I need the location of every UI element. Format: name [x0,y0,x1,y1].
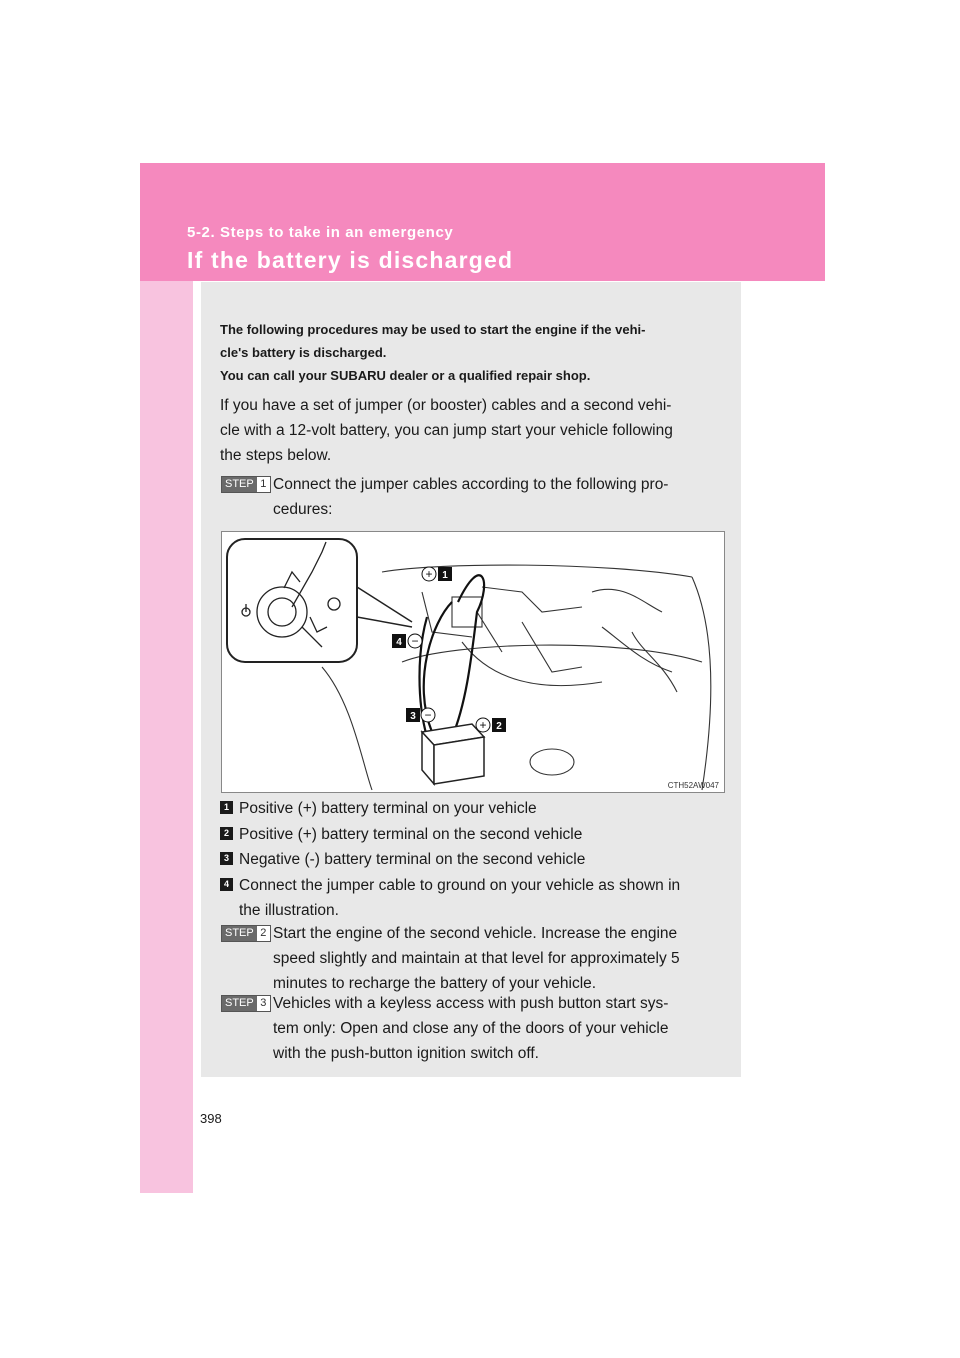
inset-detail [227,539,357,662]
step-text-line: cedures: [273,501,333,518]
callout-4-label: 4 [396,637,402,648]
page-header [140,163,825,281]
inset-pointer [357,587,412,622]
section-label: 5-2. Steps to take in an emergency [187,224,454,241]
legend-number: 4 [220,878,233,891]
step-badge [221,476,271,493]
callout-2 [476,718,506,732]
intro-line: cle's battery is discharged. [220,345,387,360]
step-badge-number: 2 [260,927,267,939]
svg-text:+: + [425,567,433,581]
figure-code: CTH52AW047 [667,781,719,790]
callout-2-label: 2 [496,721,502,732]
callout-1 [422,567,452,581]
callout-1-label: 1 [442,570,448,581]
intro-line: The following procedures may be used to start the engine if the vehi- [220,322,646,337]
svg-text:−: − [424,708,432,722]
callout-4 [392,634,422,648]
step-badge-word: STEP [222,996,257,1011]
svg-text:+: + [479,718,487,732]
svg-text:−: − [411,634,419,648]
legend-text: Positive (+) battery terminal on your vehicle [239,800,537,817]
legend-text: Positive (+) battery terminal on the second vehicle [239,826,583,843]
step-text-line: Connect the jumper cables according to the following pro- [273,476,669,493]
page-number: 398 [200,1111,222,1126]
step-badge-word: STEP [222,477,257,492]
step-badge-word: STEP [222,926,257,941]
paragraph-line: If you have a set of jumper (or booster) cables and a second vehi- [220,397,672,414]
step-badge-number: 3 [260,997,267,1009]
step-text-line: speed slightly and maintain at that level for approximately 5 [273,950,680,967]
step-text-line: Vehicles with a keyless access with push button start sys- [273,995,669,1012]
page-title: If the battery is discharged [187,247,514,273]
second-battery [422,724,484,784]
step-text-line: with the push-button ignition switch off. [273,1045,539,1062]
step-text-line: minutes to recharge the battery of your vehicle. [273,975,597,992]
step-badge-number: 1 [260,478,267,490]
jump-start-illustration [221,531,725,793]
step-text-line: Start the engine of the second vehicle. Increase the engine [273,925,678,942]
legend-number: 1 [220,801,233,814]
step-badge [221,925,271,942]
step-text-line: tem only: Open and close any of the doors of your vehicle [273,1020,669,1037]
engine-bay-drawing [222,532,724,792]
page-side-strip [140,163,193,1193]
legend-text: Connect the jumper cable to ground on your vehicle as shown in [239,877,681,894]
inset-pointer [357,617,412,627]
paragraph-line: the steps below. [220,447,332,464]
intro-line: You can call your SUBARU dealer or a qualified repair shop. [220,368,591,383]
legend-text: the illustration. [239,902,339,919]
engine-outline [322,565,711,790]
legend-number: 3 [220,852,233,865]
step-badge [221,995,271,1012]
legend-text: Negative (-) battery terminal on the second vehicle [239,851,586,868]
paragraph-line: cle with a 12-volt battery, you can jump start your vehicle following [220,422,673,439]
callout-3-label: 3 [410,711,416,722]
legend-number: 2 [220,827,233,840]
